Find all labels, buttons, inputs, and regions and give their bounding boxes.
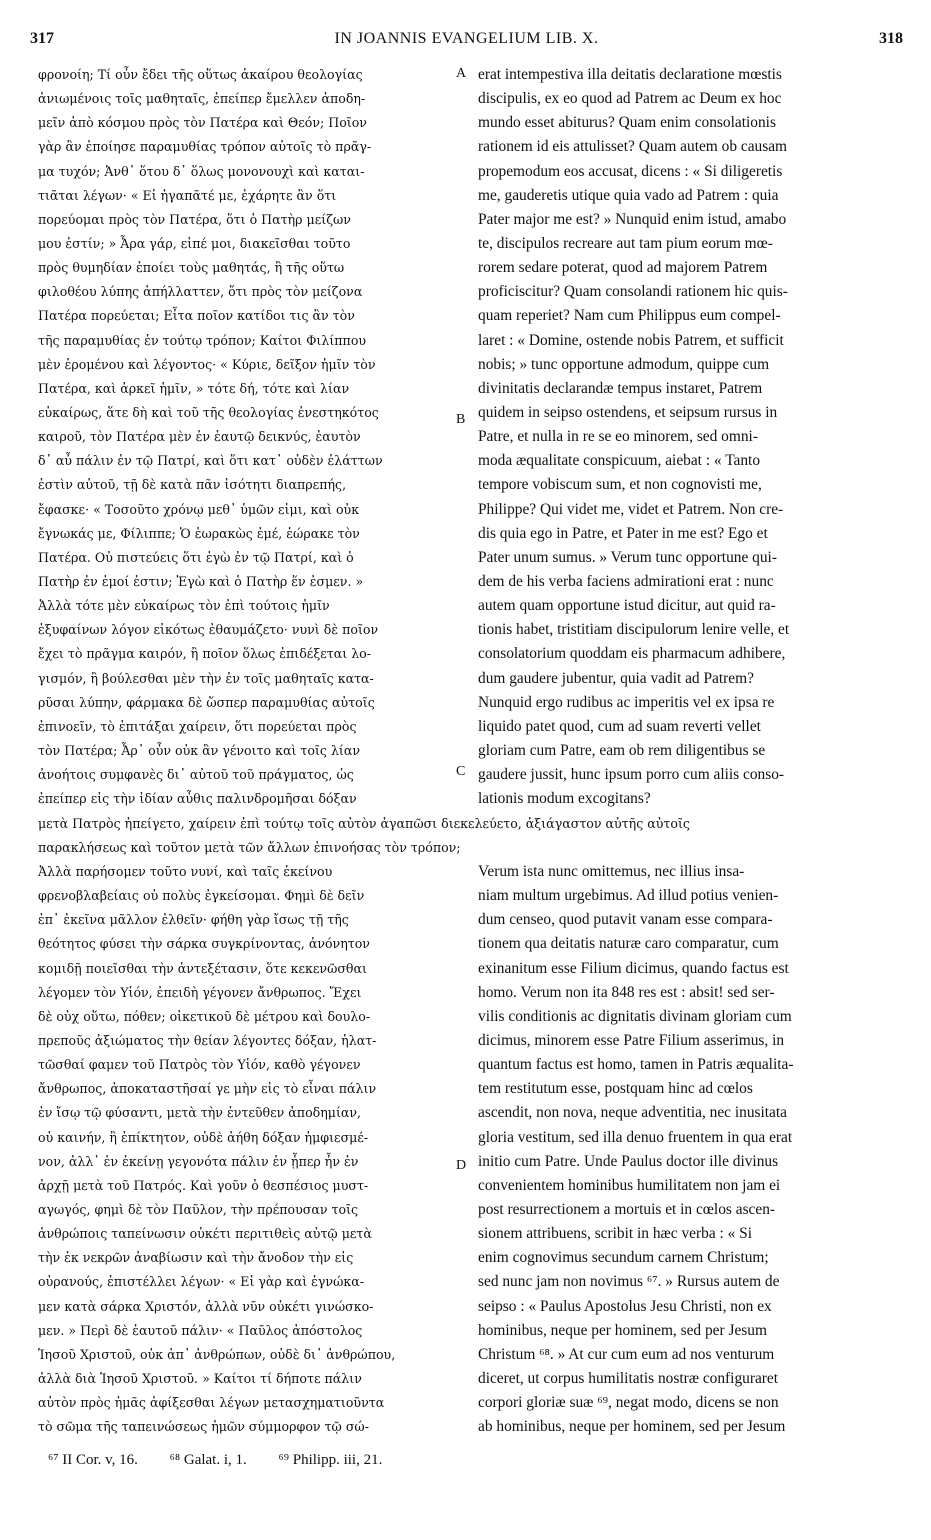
text-line: ἄνθρωπος, ἀποκαταστῆσαί γε μὴν εἰς τὸ εἶναι πάλιν xyxy=(38,1081,377,1097)
text-line: erat intempestiva illa deitatis declaratione mœstis xyxy=(478,66,782,83)
text-line: exinanitum esse Filium dicimus, quando factus est xyxy=(478,959,789,977)
text-line: tionem qua deitatis naturæ caro comparatur, cum xyxy=(478,935,779,953)
text-line: me, gauderetis utique quia vado ad Patrem : quia xyxy=(478,186,779,204)
text-line: δὲ οὐχ οὕτω, πόθεν; οἰκετικοῦ δὲ μέτρου καὶ δουλο- xyxy=(38,1008,371,1024)
greek-column-top xyxy=(38,63,458,811)
text-line: ἐπ᾽ ἐκεῖνα μᾶλλον ἐλθεῖν· φήθη γὰρ ἴσως τῇ τῆς xyxy=(38,912,349,928)
text-line: Pater major me est? » Nunquid enim istud, amabo xyxy=(478,210,787,228)
text-line: tempore vobiscum sum, et non cognovisti me, xyxy=(478,476,762,494)
text-line: Πατὴρ ἐν ἐμοί ἐστιν; Ἐγὼ καὶ ὁ Πατὴρ ἕν ἐσμεν. » xyxy=(38,573,364,589)
text-line: quantum factus est homo, tamen in Patris æqualita- xyxy=(478,1056,794,1074)
text-line: initio cum Patre. Unde Paulus doctor ille divinus xyxy=(478,1152,779,1170)
text-line: vilis conditionis ac dignitatis divinam gloriam cum xyxy=(478,1007,792,1025)
text-line: gaudere jussit, hunc ipsum porro cum aliis conso- xyxy=(478,766,785,784)
greek-column-bottom xyxy=(38,860,458,1439)
page-number-right: 318 xyxy=(879,30,903,47)
footnote-67: ⁶⁷ II Cor. v, 16. xyxy=(48,1452,138,1468)
text-line: consolatorium quoddam eis pharmacum adhibere, xyxy=(478,645,786,663)
text-line: dem de his verba faciens admirationi erat : nunc xyxy=(478,572,774,590)
text-line: gloriam cum Patre, eam ob rem diligentibus se xyxy=(478,741,766,759)
text-line: tem restitutum esse, postquam hinc ad cœlos xyxy=(478,1080,753,1098)
text-line: αὐτὸν πρὸς ἡμᾶς ἀφίξεσθαι λέγων μετασχηματιοῦντα xyxy=(38,1395,385,1411)
text-line: ἐστὶν αὐτοῦ, τῇ δὲ κατὰ πᾶν ἰσότητι διαπρεπής, xyxy=(38,477,347,493)
text-line: ἀνοήτοις συμφανὲς δι᾽ αὐτοῦ τοῦ πράγματος, ὡς xyxy=(38,767,354,783)
text-line: Πατέρα. Οὐ πιστεύεις ὅτι ἐγὼ ἐν τῷ Πατρί, καὶ ὁ xyxy=(38,549,354,565)
text-line: παρακλήσεως καὶ τοῦτον μετὰ τῶν ἄλλων ἐπινοήσας τὸν τρόπον; xyxy=(38,840,461,856)
text-line: gloria vestitum, sed illa denuo fruentem in qua erat xyxy=(478,1128,793,1146)
text-line: discipulis, ex eo quod ad Patrem ac Deum ex hoc xyxy=(478,90,782,108)
text-line: Ἀλλὰ παρήσομεν τοῦτο νυνί, καὶ ταῖς ἐκείνου xyxy=(38,864,333,879)
text-line: enim cognovimus secundum carnem Christum; xyxy=(478,1249,769,1267)
text-line: Nunquid ergo rudibus ac imperitis vel ex ipsa re xyxy=(478,693,775,711)
text-line: Verum ista nunc omittemus, nec illius insa- xyxy=(478,863,745,880)
text-line: μὲν ἐρομένου καὶ λέγοντος· « Κύριε, δεῖξον ἡμῖν τὸν xyxy=(38,356,376,372)
text-line: ab hominibus, neque per hominem, sed per Jesum xyxy=(478,1418,786,1436)
text-line: Pater unum sumus. » Verum tunc opportune qui- xyxy=(478,548,777,566)
text-line: μετὰ Πατρὸς ἠπείγετο, χαίρειν ἐπὶ τούτῳ τοῖς αὐτὸν ἀγαπῶσι διεκελεύετο, ἀξιάγαστον αὐτῆς αὐτοῖς xyxy=(38,816,690,831)
footnote-69: ⁶⁹ Philipp. iii, 21. xyxy=(278,1452,383,1468)
text-line: ἀλλὰ διὰ Ἰησοῦ Χριστοῦ. » Καίτοι τί δήποτε πάλιν xyxy=(38,1370,362,1386)
text-line: moda æqualitate conspicuum, aiebat : « Tanto xyxy=(478,452,761,470)
section-marker-c: C xyxy=(456,764,466,779)
text-line: Ἀλλὰ τότε μὲν εὐκαίρως τὸν ἐπὶ τούτοις ἡμῖν xyxy=(38,598,330,614)
text-line: τὸ σῶμα τῆς ταπεινώσεως ἡμῶν σύμμορφον τῷ σώ- xyxy=(38,1419,369,1435)
text-line: Πατέρα πορεύεται; Εἶτα ποῖον κατίδοι τις ἂν τὸν xyxy=(38,308,355,324)
text-line: τὸν Πατέρα; Ἆρ᾽ οὖν οὐκ ἂν γένοιτο καὶ τοῖς λίαν xyxy=(38,742,361,758)
text-line: θεότητος φύσει τὴν σάρκα συγκρίνοντας, ἀνόνητον xyxy=(38,936,370,952)
text-line: ρῦσαι λύπην, φάρμακα δὲ ὥσπερ παραμυθίας αὐτοῖς xyxy=(38,694,375,710)
footnotes xyxy=(48,1452,410,1469)
text-line: πορεύομαι πρὸς τὸν Πατέρα, ὅτι ὁ Πατὴρ μείζων xyxy=(38,211,351,227)
text-line: rorem sedare poterat, quod ad majorem Patrem xyxy=(478,259,768,277)
text-line: Πατέρα, καὶ ἀρκεῖ ἡμῖν, » τότε δή, τότε καὶ λίαν xyxy=(38,380,350,396)
text-line: γισμόν, ἢ βούλεσθαι μὲν τὴν ἐν τοῖς μαθηταῖς κατα- xyxy=(38,670,374,686)
text-line: laret : « Domine, ostende nobis Patrem, et sufficit xyxy=(478,331,784,349)
text-line: ἔφασκε· « Τοσοῦτο χρόνῳ μεθ᾽ ὑμῶν εἰμι, καὶ οὐκ xyxy=(38,501,360,517)
text-line: ἐπινοεῖν, τὸ ἐπιτάξαι χαίρειν, ὅτι πορεύεται πρὸς xyxy=(38,718,357,734)
page-number-left: 317 xyxy=(30,30,54,47)
text-line: ἐπείπερ εἰς τὴν ἰδίαν αὖθις παλινδρομῆσαι δόξαν xyxy=(38,791,357,807)
text-line: Ἰησοῦ Χριστοῦ, οὐκ ἀπ᾽ ἀνθρώπων, οὐδὲ δι᾽ ἀνθρώπου, xyxy=(38,1346,396,1362)
text-line: αγωγός, φημὶ δὲ τὸν Παῦλον, τὴν πρέπουσαν τοῖς xyxy=(38,1201,359,1217)
text-line: τῆς παραμυθίας ἐν τούτῳ τρόπον; Καίτοι Φιλίππου xyxy=(38,332,367,348)
text-line: tionis habet, tristitiam discipulorum lenire velle, et xyxy=(478,621,790,639)
text-line: μου ἐστίν; » Ἆρα γάρ, εἰπέ μοι, διακεῖσθαι τοῦτο xyxy=(38,235,351,251)
text-line: mundo esset abiturus? Quam enim consolationis xyxy=(478,114,776,132)
text-line: sed nunc jam non novimus ⁶⁷. » Rursus autem de xyxy=(478,1273,780,1291)
text-line: te, discipulos recreare aut tam pium eorum mœ- xyxy=(478,234,773,252)
text-line: quam reperiet? Nam cum Philippus eum compel- xyxy=(478,307,781,325)
text-line: ἐξυφαίνων λόγον εἰκότως ἐθαυμάζετο· νυνὶ δὲ ποῖον xyxy=(38,622,379,638)
text-line: Philippe? Qui videt me, videt et Patrem. Non cre- xyxy=(478,500,784,518)
text-line: dis quia ego in Patre, et Pater in me est? Ego et xyxy=(478,524,768,542)
text-line: Patre, et nulla in re se eo minorem, sed omni- xyxy=(478,428,758,446)
text-line: autem quam opportune istud dicitur, aut quid ra- xyxy=(478,597,776,615)
latin-column-bottom xyxy=(478,860,900,1439)
text-line: corpori gloriæ suæ ⁶⁹, negat modo, dicens se non xyxy=(478,1394,779,1412)
text-line: λέγομεν τὸν Υἱόν, ἐπειδὴ γέγονεν ἄνθρωπος. Ἔχει xyxy=(38,984,362,1000)
text-line: ἀνιωμένοις τοῖς μαθηταῖς, ἐπείπερ ἔμελλεν ἀποδη- xyxy=(38,91,366,107)
latin-column-top xyxy=(478,63,900,811)
text-line: convenientem hominibus humilitatem non jam ei xyxy=(478,1176,781,1194)
text-line: οὐ καινήν, ἢ ἐπίκτητον, οὐδὲ ἀήθη δόξαν ἠμφιεσμέ- xyxy=(38,1129,369,1145)
section-marker-d: D xyxy=(456,1158,467,1173)
text-line: ἀνθρώποις ταπείνωσιν οὐκέτι περιτιθεὶς αὐτῷ μετὰ xyxy=(38,1226,372,1242)
text-line: φρενοβλαβείαις οὐ πολὺς ἐγκείσομαι. Φημὶ δὲ δεῖν xyxy=(38,888,365,904)
text-line: ἔγνωκάς με, Φίλιππε; Ὁ ἑωρακὼς ἐμέ, ἑώρακε τὸν xyxy=(38,525,360,541)
text-line: nobis; » tunc opportune admodum, quippe cum xyxy=(478,355,770,373)
text-line: τιᾶται λέγων· « Εἰ ἠγαπᾶτέ με, ἐχάρητε ἂν ὅτι xyxy=(38,187,337,203)
text-line: Christum ⁶⁸. » At cur cum eum ad nos venturum xyxy=(478,1345,775,1363)
text-line: δ᾽ αὖ πάλιν ἐν τῷ Πατρί, καὶ ὅτι κατ᾽ οὐδὲν ἐλάττων xyxy=(38,453,383,469)
text-line: οὐρανούς, ἐπιστέλλει λέγων· « Εἰ γὰρ καὶ ἐγνώκα- xyxy=(38,1274,364,1290)
running-title: IN JOANNIS EVANGELIUM LIB. X. xyxy=(334,30,599,47)
text-line: homo. Verum non ita 848 res est : absit! sed ser- xyxy=(478,983,775,1001)
text-line: γὰρ ἂν ἐποίησε παραμυθίας τρόπον αὐτοῖς τὸ πρᾶγ- xyxy=(38,139,372,155)
text-line: τῶσθαί φαμεν τοῦ Πατρὸς τὸν Υἱόν, καθὸ γέγονεν xyxy=(38,1057,361,1073)
text-line: quidem in seipso ostendens, et seipsum rursus in xyxy=(478,403,778,421)
text-line: lationis modum excogitans? xyxy=(478,790,651,808)
text-line: proficiscitur? Quam consolandi rationem hic quis- xyxy=(478,283,788,301)
text-line: dicimus, minorem esse Patre Filium asserimus, in xyxy=(478,1031,785,1049)
text-line: μεν. » Περὶ δὲ ἑαυτοῦ πάλιν· « Παῦλος ἀπόστολος xyxy=(38,1322,363,1338)
text-line: μεν κατὰ σάρκα Χριστόν, ἀλλὰ νῦν οὐκέτι γινώσκο- xyxy=(38,1298,374,1314)
text-line: πρὸς θυμηδίαν ἐποίει τοὺς μαθητάς, ἢ τῆς οὕτω xyxy=(38,260,345,276)
text-line: hominibus, neque per hominem, sed per Jesum xyxy=(478,1321,767,1339)
text-line: εὐκαίρως, ἅτε δὴ καὶ τοῦ τῆς θεολογίας ἐνεστηκότος xyxy=(38,404,379,420)
text-line: propemodum eos accusat, dicens : « Si diligeretis xyxy=(478,162,783,180)
text-line: rationem id eis attulisset? Quam autem ob causam xyxy=(478,138,788,156)
text-line: πρεποῦς ἀξιώματος τὴν θείαν λέγοντες δόξαν, ἡλατ- xyxy=(38,1032,377,1048)
text-line: μα τυχόν; Ἀνθ᾽ ὅτου δ᾽ ὅλως μονονουχὶ καὶ καται- xyxy=(38,163,365,179)
text-line: niam multum urgebimus. Ad illud potius venien- xyxy=(478,887,779,905)
text-line: μεῖν ἀπὸ κόσμου πρὸς τὸν Πατέρα καὶ Θεόν; Ποῖον xyxy=(38,115,367,131)
text-line: post resurrectionem a mortuis et in cœlos ascen- xyxy=(478,1200,776,1218)
text-line: dum gaudere jubentur, quia vadit ad Patrem? xyxy=(478,669,754,687)
greek-full-width-lines xyxy=(38,812,900,860)
text-line: φρονοίη; Τί οὖν ἔδει τῆς οὕτως ἀκαίρου θεολογίας xyxy=(38,67,363,82)
text-line: ἔχει τὸ πρᾶγμα καιρόν, ἢ ποῖον ὅλως ἐπιδέξεται λο- xyxy=(38,646,372,662)
footnote-68: ⁶⁸ Galat. i, 1. xyxy=(169,1452,247,1468)
text-line: καιροῦ, τὸν Πατέρα μὲν ἐν ἑαυτῷ δεικνύς, ἑαυτὸν xyxy=(38,429,361,445)
text-line: τὴν ἐκ νεκρῶν ἀναβίωσιν καὶ τὴν ἄνοδον τὴν εἰς xyxy=(38,1250,354,1266)
text-line: ἀρχῇ μετὰ τοῦ Πατρός. Καὶ γοῦν ὁ θεσπέσιος μυστ- xyxy=(38,1177,369,1193)
section-marker-b: B xyxy=(456,412,466,427)
text-line: diceret, ut corpus humilitatis nostræ configuraret xyxy=(478,1369,779,1387)
text-line: κομιδῇ ποιεῖσθαι τὴν ἀντεξέτασιν, ὅτε κεκενῶσθαι xyxy=(38,960,367,976)
text-line: dum censeo, quod putavit vanam esse compara- xyxy=(478,911,773,929)
running-header xyxy=(30,30,903,56)
text-line: divinitatis declarandæ tempus instaret, Patrem xyxy=(478,379,763,397)
text-line: liquido patet quod, cum ad suam reverti vellet xyxy=(478,717,761,735)
text-line: sionem attribuens, scribit in hæc verba : « Si xyxy=(478,1225,752,1243)
text-line: ascendit, non nova, neque adventitia, nec inusitata xyxy=(478,1104,787,1122)
text-line: seipso : « Paulus Apostolus Jesu Christi, non ex xyxy=(478,1297,772,1315)
text-line: φιλοθέου λύπης ἀπήλλαττεν, ὅτι πρὸς τὸν μείζονα xyxy=(38,284,363,300)
text-line: νον, ἀλλ᾽ ἐν ἐκείνῃ γεγονότα πάλιν ἐν ᾗπερ ἦν ἐν xyxy=(38,1153,359,1169)
section-marker-a: A xyxy=(456,66,467,81)
text-line: ἐν ἴσῳ τῷ φύσαντι, μετὰ τὴν ἐντεῦθεν ἀποδημίαν, xyxy=(38,1105,362,1121)
